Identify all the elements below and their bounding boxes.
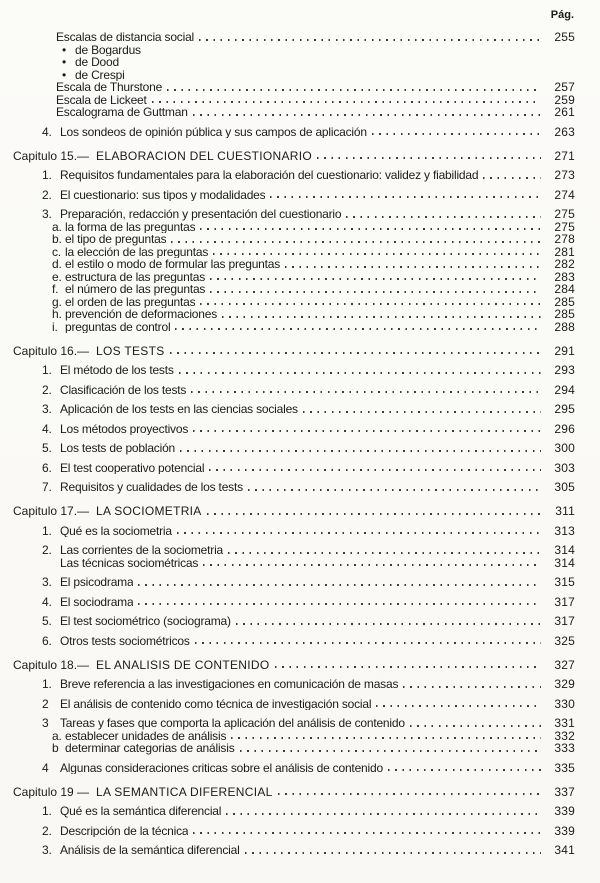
entry-page-number: 296 [554,421,575,436]
dot-leader [209,469,541,471]
entry-prefix: Capitulo 16.— [13,343,90,358]
entry-title: Aplicación de los tests en las ciencias sociales [60,403,298,416]
toc-entry [0,94,600,107]
entry-prefix: 5. [42,441,52,455]
toc-entry [0,698,600,711]
entry-page-number: 330 [554,696,575,711]
dot-leader [317,157,541,159]
entry-title: la elección de las preguntas [65,245,209,258]
entry-page-number: 285 [554,307,575,321]
entry-title: el estilo o modo de formular las preguntas [65,258,281,271]
dot-leader [210,291,541,293]
entry-prefix: 1. [42,804,52,818]
toc-entry [0,246,600,259]
entry-prefix: 3. [42,575,52,589]
entry-prefix: 2 [42,696,49,711]
entry-prefix: 1. [42,363,52,377]
dot-leader [193,114,541,116]
dot-leader [376,705,541,707]
entry-page-number: 281 [554,244,575,259]
entry-prefix: 1. [42,677,52,691]
entry-page-number: 291 [554,343,575,358]
toc-entry [0,345,600,358]
dot-leader [278,793,541,795]
dot-leader [195,642,541,644]
dot-leader [231,737,541,739]
toc-entry [0,81,600,94]
toc-entry [0,364,600,377]
entry-page-number: 257 [554,80,575,94]
entry-title: ELABORACION DEL CUESTIONARIO [96,149,313,162]
entry-page-number: 282 [554,257,575,271]
entry-prefix: h. [52,307,62,321]
dot-leader [270,196,541,198]
toc-entry [0,717,600,730]
dot-leader [175,328,541,330]
entry-prefix: f. [52,282,59,296]
entry-title: de Bogardus [75,43,141,56]
toc-entry [0,659,600,672]
entry-prefix: a. [52,728,62,743]
dot-leader [236,623,541,625]
toc-entry [0,742,600,755]
entry-page-number: 278 [554,232,575,246]
toc-entry [0,106,600,119]
dot-leader [222,316,541,318]
entry-title: LA SOCIOMETRIA [96,505,202,518]
entry-page-number: 271 [554,148,575,163]
dot-leader [403,686,541,688]
entry-prefix: b [52,741,59,755]
entry-title: estructura de las preguntas [65,270,206,283]
dot-leader [372,133,541,135]
entry-title: Escalas de distancia social [56,31,195,44]
toc-entry [0,615,600,628]
dot-leader [167,89,541,91]
entry-prefix: 2. [42,543,52,557]
entry-title: de Crespi [75,68,125,81]
entry-page-number: 341 [554,843,575,857]
entry-title: Requisitos fundamentales para la elaboración del cuestionario: validez y fiabilidad [60,169,479,182]
toc-entry [0,189,600,202]
dot-leader [193,430,541,432]
entry-page-number: 275 [554,207,575,221]
dot-leader [240,750,542,752]
entry-prefix: Capitulo 19 — [13,784,90,799]
dot-leader [248,489,541,491]
dot-leader [226,813,541,815]
entry-title: Algunas consideraciones criticas sobre el análisis de contenido [60,761,383,774]
entry-title: Análisis de la semántica diferencial [60,844,240,857]
toc-entry [0,786,600,799]
toc-entry [0,44,600,57]
entry-page-number: 273 [554,168,575,182]
entry-prefix: 4 [42,760,49,775]
dot-leader [245,852,541,854]
entry-page-number: 327 [554,657,575,672]
entry-title: El análisis de contenido como técnica de investigación social [60,697,372,710]
entry-title: Los métodos proyectivos [60,422,189,435]
toc-entry [0,296,600,309]
dot-leader [285,266,541,268]
dot-leader [203,564,541,566]
dot-leader [275,666,541,668]
entry-title: Qué es la semántica diferencial [60,805,222,818]
entry-prefix: 1. [42,168,52,182]
entry-title: El cuestionario: sus tipos y modalidades [60,188,266,201]
entry-title: Escala de Lickeet [56,93,147,106]
entry-prefix: 7. [42,480,52,494]
toc-entry [0,233,600,246]
toc-entry [0,258,600,271]
entry-prefix: 2. [42,187,52,202]
entry-page-number: 314 [554,555,575,570]
entry-page-number: 274 [554,187,575,202]
entry-title: El test sociométrico (sociograma) [60,615,231,628]
entry-title: Los sondeos de opinión pública y sus campos de aplicación [60,125,367,138]
entry-title: Clasificación de los tests [60,383,187,396]
toc-entry [0,423,600,436]
entry-title: Preparación, redacción y presentación del cuestionario [60,208,342,221]
toc-entry [0,505,600,518]
entry-title: Los tests de población [60,442,176,455]
entry-title: Breve referencia a las investigaciones en comunicación de masas [60,678,399,691]
toc-entry [0,596,600,609]
entry-page-number: 339 [554,823,575,838]
toc-entry [0,678,600,691]
entry-page-number: 261 [554,105,575,119]
toc-entry [0,462,600,475]
entry-prefix: 4. [42,421,52,436]
entry-title: la forma de las preguntas [65,220,196,233]
entry-prefix: a. [52,219,62,234]
entry-prefix: 6. [42,633,52,648]
entry-prefix: Capitulo 15.— [13,148,90,163]
entry-page-number: 263 [554,124,575,139]
toc-entry [0,321,600,334]
entry-prefix: 2. [42,823,52,838]
entry-title: Las corrientes de la sociometria [60,544,224,557]
entry-prefix: • [62,55,67,69]
dot-leader [170,352,541,354]
entry-prefix: 3 [42,716,49,730]
toc-entry [0,442,600,455]
entry-page-number: 285 [554,294,575,309]
entry-page-number: 314 [554,543,575,557]
entry-prefix: 4. [42,594,52,609]
entry-page-number: 331 [554,716,575,730]
entry-title: El test cooperativo potencial [60,461,205,474]
toc-entry [0,56,600,69]
toc-entry [0,730,600,743]
toc-entry [0,481,600,494]
entry-title: EL ANALISIS DE CONTENIDO [96,658,270,671]
entry-page-number: 325 [554,633,575,648]
toc-entry [0,208,600,221]
entry-title: Las técnicas sociométricas [60,556,199,569]
entry-page-number: 333 [554,741,575,755]
entry-title: El sociodrama [60,595,134,608]
entry-page-number: 305 [554,480,575,494]
entry-title: Escala de Thurstone [56,81,163,94]
entry-prefix: 3. [42,843,52,857]
entry-page-number: 339 [554,804,575,818]
entry-title: el orden de las preguntas [65,295,196,308]
entry-prefix: • [62,67,67,82]
dot-leader [213,253,541,255]
entry-prefix: 3. [42,402,52,416]
toc-entry [0,544,600,557]
entry-title: de Dood [75,56,119,69]
entry-title: Escalograma de Guttman [56,106,188,119]
entry-prefix: 5. [42,614,52,628]
dot-leader [207,513,541,515]
dot-leader [177,532,541,534]
entry-title: LOS TESTS [96,344,165,357]
toc-entry [0,271,600,284]
dot-leader [388,769,541,771]
dot-leader [346,216,541,218]
toc-entry [0,825,600,838]
dot-leader [179,372,541,374]
toc-entry [0,384,600,397]
toc-entry [0,635,600,648]
entry-page-number: 303 [554,460,575,475]
entry-title: establecer unidades de análisis [65,729,227,742]
entry-prefix: 6. [42,460,52,475]
entry-title: Otros tests sociométricos [60,634,190,647]
entry-page-number: 284 [554,282,575,296]
entry-prefix: b. [52,232,62,246]
entry-title: el tipo de preguntas [65,233,167,246]
entry-prefix: 3. [42,207,52,221]
entry-page-number: 293 [554,363,575,377]
entry-prefix: d. [52,257,62,271]
dot-leader [138,584,541,586]
entry-title: determinar categorias de análisis [65,742,235,755]
toc-entry [0,805,600,818]
entry-prefix: i. [52,319,58,334]
entry-title: LA SEMANTICA DIFERENCIAL [96,785,273,798]
entry-prefix: c. [52,244,61,259]
toc-entry [0,557,600,570]
toc-entry [0,844,600,857]
toc-entry [0,69,600,82]
entry-title: Requisitos y cualidades de los tests [60,481,243,494]
toc-entry [0,126,600,139]
dot-leader [199,39,541,41]
entry-prefix: g. [52,294,62,309]
entry-page-number: 317 [554,614,575,628]
dot-leader [228,552,541,554]
entry-page-number: 315 [554,575,575,589]
toc-entry [0,762,600,775]
entry-prefix: 2. [42,382,52,397]
entry-page-number: 311 [555,504,575,518]
entry-page-number: 329 [554,677,575,691]
entry-page-number: 259 [554,92,575,107]
toc-entry [0,221,600,234]
entry-page-number: 313 [554,523,575,538]
toc-entry [0,403,600,416]
entry-title: el número de las preguntas [65,283,206,296]
dot-leader [303,411,541,413]
entry-title: Qué es la sociometria [60,524,172,537]
entry-prefix: Capitulo 17.— [13,504,90,518]
entry-prefix: Capitulo 18.— [13,657,90,672]
dot-leader [171,241,541,243]
dot-leader [200,228,541,230]
entry-page-number: 337 [554,784,575,799]
dot-leader [210,278,541,280]
entry-prefix: 1. [42,523,52,538]
dot-leader [483,177,541,179]
entry-page-number: 255 [554,30,575,44]
entry-prefix: e. [52,269,62,284]
toc-entry [0,283,600,296]
dot-leader [410,725,541,727]
page-column-header: Pág. [550,9,574,21]
entry-page-number: 275 [554,219,575,234]
toc-entry [0,150,600,163]
entry-page-number: 332 [554,728,575,743]
toc-entry [0,576,600,589]
entry-page-number: 294 [554,382,575,397]
toc-entry [0,31,600,44]
entry-title: preguntas de control [65,320,171,333]
dot-leader [191,391,541,393]
entry-page-number: 300 [554,441,575,455]
entry-title: El psicodrama [60,576,134,589]
entry-page-number: 335 [554,760,575,775]
entry-page-number: 317 [554,594,575,609]
toc-entry [0,169,600,182]
entry-page-number: 295 [554,402,575,416]
entry-title: Descripción de la técnica [60,824,189,837]
dot-leader [193,832,541,834]
entry-title: Tareas y fases que comporta la aplicación del análisis de contenido [60,717,405,730]
entry-title: El método de los tests [60,364,174,377]
entry-prefix: • [62,42,67,57]
entry-prefix: 4. [42,124,52,139]
entry-page-number: 283 [554,269,575,284]
dot-leader [200,303,541,305]
entry-page-number: 288 [554,319,575,334]
toc-entry [0,308,600,321]
dot-leader [138,603,541,605]
dot-leader [152,101,541,103]
entry-title: prevención de deformaciones [65,308,218,321]
dot-leader [180,450,541,452]
toc-entry [0,525,600,538]
